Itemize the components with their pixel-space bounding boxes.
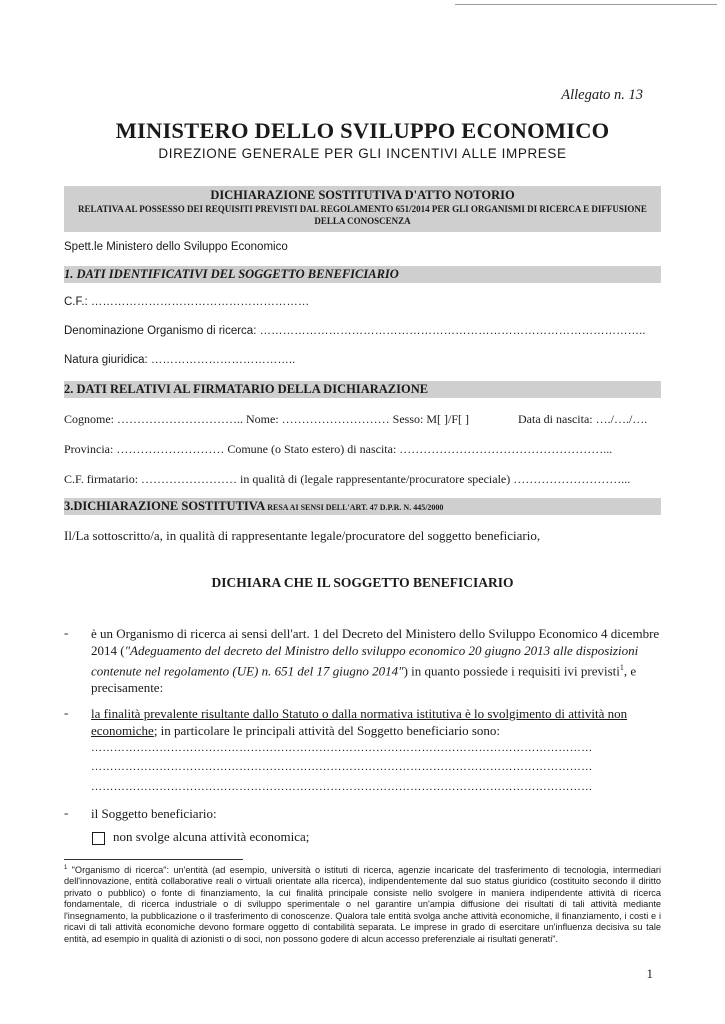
section-3-title: 3.DICHIARAZIONE SOSTITUTIVA	[64, 499, 266, 513]
declaration-header-box	[64, 186, 661, 232]
bullet-1-text-c: , e precisamente:	[91, 663, 637, 696]
activities-line-2[interactable]: ……………………………………………………………………………………………………………………	[91, 761, 593, 773]
page-number: 1	[646, 966, 653, 981]
bullet-dash: -	[64, 805, 69, 820]
bullet-organismo	[91, 625, 661, 696]
direzione-subtitle: DIREZIONE GENERALE PER GLI INCENTIVI ALLE IMPRESE	[158, 146, 567, 161]
footnote-rule	[64, 859, 243, 860]
bullet-2-underlined: la finalità prevalente risultante dallo Statuto o dalla normativa istitutiva è lo svolgimento di attività non economiche	[91, 706, 628, 738]
allegato-label: Allegato n. 13	[561, 87, 643, 103]
section-1-title: 1. DATI IDENTIFICATIVI DEL SOGGETTO BENEFICIARIO	[64, 267, 399, 281]
no-economic-activity-label: non svolge alcuna attività economica;	[113, 829, 310, 844]
addressee: Spett.le Ministero dello Sviluppo Economico	[64, 241, 288, 253]
bullet-soggetto: il Soggetto beneficiario:	[91, 806, 217, 821]
data-nascita-field[interactable]: Data di nascita: …./…./….	[518, 412, 648, 426]
declaration-title: DICHIARAZIONE SOSTITUTIVA D'ATTO NOTORIO	[210, 188, 515, 202]
section-3-header	[64, 498, 661, 515]
top-rule	[455, 4, 717, 5]
ministry-title: MINISTERO DELLO SVILUPPO ECONOMICO	[115, 118, 610, 143]
footnote-text: "Organismo di ricerca": un'entità (ad esempio, università o istituti di ricerca, agenzie incaricate del trasferimento di tecnologia, intermediari dell'innovazione, entità collaborative reali o virtuali orientate alla ricerca), indipendentemente dal suo status giuridico (costituito secondo il diritto privato o pubblico) o fonte di finanziamento, la cui finalità principale consiste nello svolgere in maniera indipendente attività di ricerca fondamentale, di ricerca industriale o di sviluppo sperimentale o nel garantire un'ampia diffusione dei risultati di tali attività mediante l'insegnamento, la pubblicazione o il trasferimento di conoscenze. Qualora tale entità svolga anche attività economiche, il finanziamento, i costi e i ricavi di tali attività economiche devono formare oggetto di contabilità separata. Le imprese in grado di esercitare un'influenza decisiva su tale entità, ad esempio in qualità di azionisti o di soci, non possono godere di alcun accesso preferenziale ai risultati generati".	[64, 865, 661, 944]
cognome-nome-sesso-field[interactable]: Cognome: ………………………….. Nome: ……………………… Sesso: M[ ]/F[ ]	[64, 412, 469, 426]
footnote-mark: 1	[64, 865, 68, 871]
footnote-ref: 1	[619, 663, 624, 672]
bullet-1-text-b: ) in quanto possiede i requisiti ivi previsti	[403, 663, 620, 679]
footnote	[64, 863, 661, 945]
denominazione-field[interactable]: Denominazione Organismo di ricerca: ………………………………………………………………………………………..	[64, 325, 646, 337]
no-economic-activity-checkbox[interactable]	[92, 832, 105, 845]
bullet-dash: -	[64, 705, 69, 720]
cf-field[interactable]: C.F.: …………………………………………………	[64, 296, 310, 308]
declaration-subtitle: RELATIVA AL POSSESSO DEI REQUISITI PREVISTI DAL REGOLAMENTO 651/2014 PER GLI ORGANISMI DI RICERCA E DIFFUSIONE DELLA CONOSCENZA	[78, 204, 647, 226]
bullet-finalita	[91, 705, 661, 739]
bullet-2-rest: ; in particolare le principali attività del Soggetto beneficiario sono:	[153, 723, 501, 738]
section-1-header	[64, 266, 661, 283]
intro-paragraph: Il/La sottoscritto/a, in qualità di rappresentante legale/procuratore del soggetto beneficiario,	[64, 528, 541, 543]
activities-line-1[interactable]: ……………………………………………………………………………………………………………………	[91, 742, 593, 754]
bullet-1-text-a: è un Organismo di ricerca ai sensi dell'art. 1 del Decreto del Ministero dello Sviluppo Economico 4 dicembre 2014 (	[91, 626, 660, 658]
cf-firmatario-field[interactable]: C.F. firmatario: …………………… in qualità di (legale rappresentante/procuratore speciale) ………………………...	[64, 472, 631, 486]
provincia-comune-field[interactable]: Provincia: ……………………… Comune (o Stato estero) di nascita: ……………………………………………...	[64, 442, 613, 456]
bullet-1-italic: "Adeguamento del decreto del Ministro dello sviluppo economico 20 giugno 2013 alle disposizioni contenute nel regolamento (UE) n. 651 del 17 giugno 2014"	[91, 643, 639, 679]
section-3-legal-ref: RESA AI SENSI DELL'ART. 47 D.P.R. N. 445/2000	[265, 503, 444, 512]
bullet-dash: -	[64, 625, 69, 640]
section-2-header	[64, 381, 661, 398]
activities-line-3[interactable]: ……………………………………………………………………………………………………………………	[91, 781, 593, 793]
dichiara-heading: DICHIARA CHE IL SOGGETTO BENEFICIARIO	[211, 575, 514, 590]
natura-giuridica-field[interactable]: Natura giuridica: ………………………………..	[64, 354, 296, 366]
section-2-title: 2. DATI RELATIVI AL FIRMATARIO DELLA DICHIARAZIONE	[64, 382, 429, 396]
